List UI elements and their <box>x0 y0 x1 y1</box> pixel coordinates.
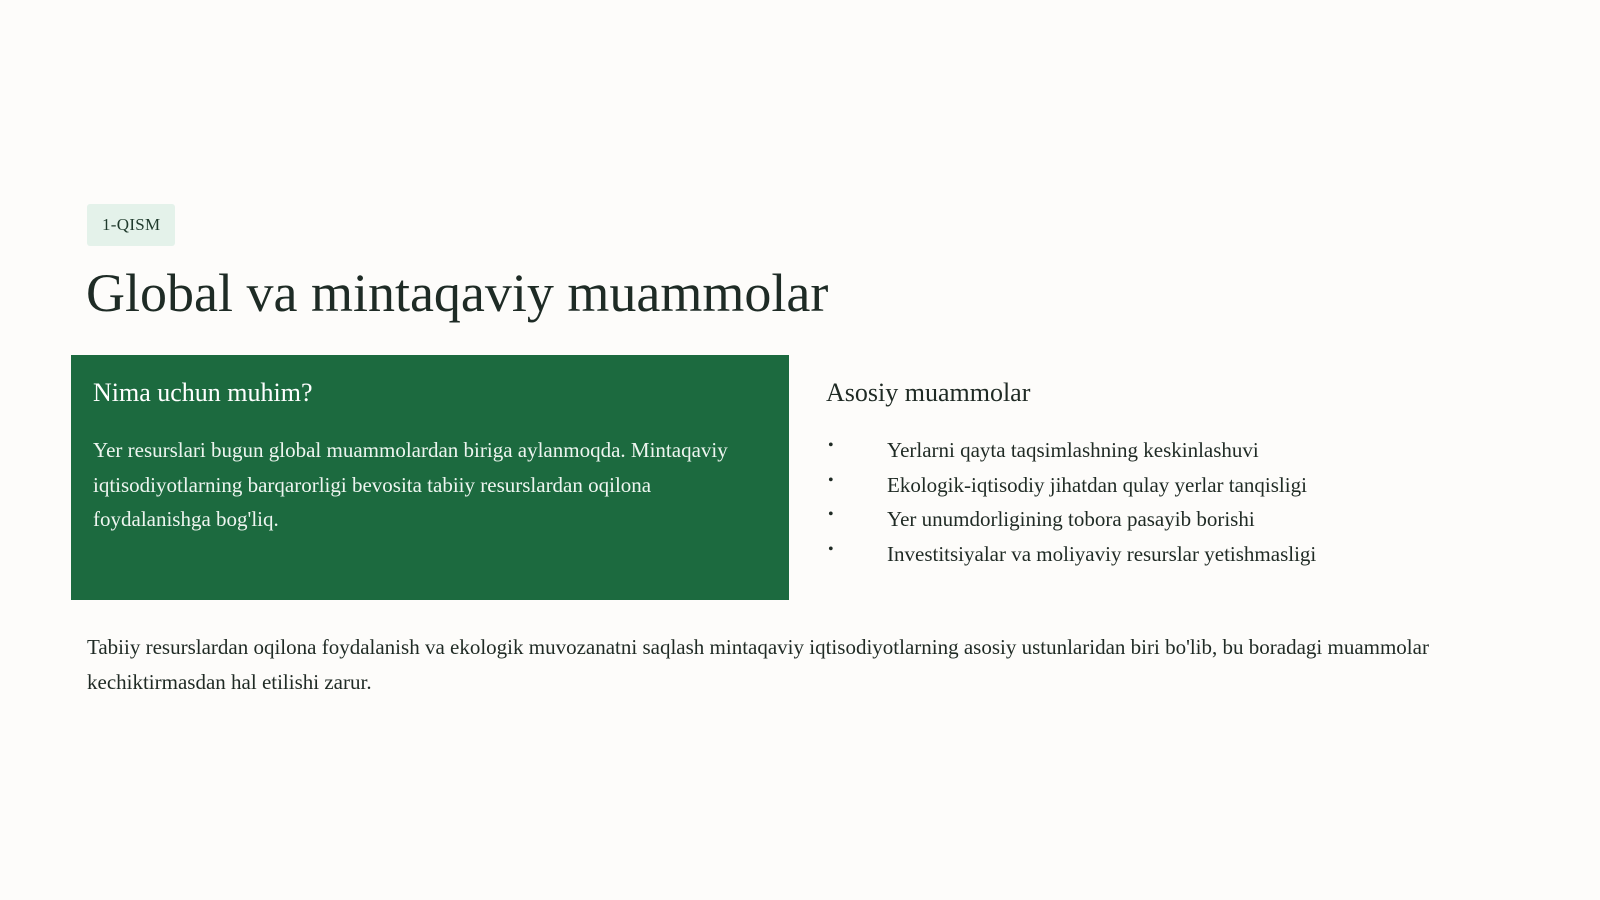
bullet-icon: • <box>828 540 834 558</box>
list-item <box>826 537 1546 572</box>
section-tag: 1-QISM <box>87 204 175 246</box>
list-item-text: Ekologik-iqtisodiy jihatdan qulay yerlar tanqisligi <box>887 472 1307 497</box>
bullet-icon: • <box>828 506 834 523</box>
list-item <box>826 502 1546 537</box>
why-important-box <box>71 355 789 600</box>
main-problems-heading: Asosiy muammolar <box>826 378 1031 407</box>
list-item-text: Yerlarni qayta taqsimlashning keskinlashuvi <box>887 438 1259 462</box>
main-problems-section <box>826 375 1546 571</box>
why-important-text: Yer resurslari bugun global muammolardan biriga aylanmoqda. Mintaqaviy iqtisodiyotlarning barqarorligi bevosita tabiiy resurslardan oqilona foydalanishga bog'liq. <box>93 438 728 531</box>
list-item <box>826 468 1546 503</box>
bullet-icon: • <box>828 471 834 489</box>
list-item <box>826 433 1546 468</box>
why-important-heading: Nima uchun muhim? <box>93 378 313 407</box>
summary-text: Tabiiy resurslardan oqilona foydalanish va ekologik muvozanatni saqlash mintaqaviy iqtisodiyotlarning asosiy ustunlaridan biri bo'lib, bu boradagi muammolar kechiktirmasdan hal etilishi zarur. <box>87 635 1429 694</box>
slide-title: Global va mintaqaviy muammolar <box>86 263 829 323</box>
bullet-icon: • <box>828 437 834 454</box>
list-item-text: Investitsiyalar va moliyaviy resurslar yetishmasligi <box>887 541 1317 566</box>
problems-list <box>826 433 1546 571</box>
list-item-text: Yer unumdorligining tobora pasayib borishi <box>887 507 1255 531</box>
